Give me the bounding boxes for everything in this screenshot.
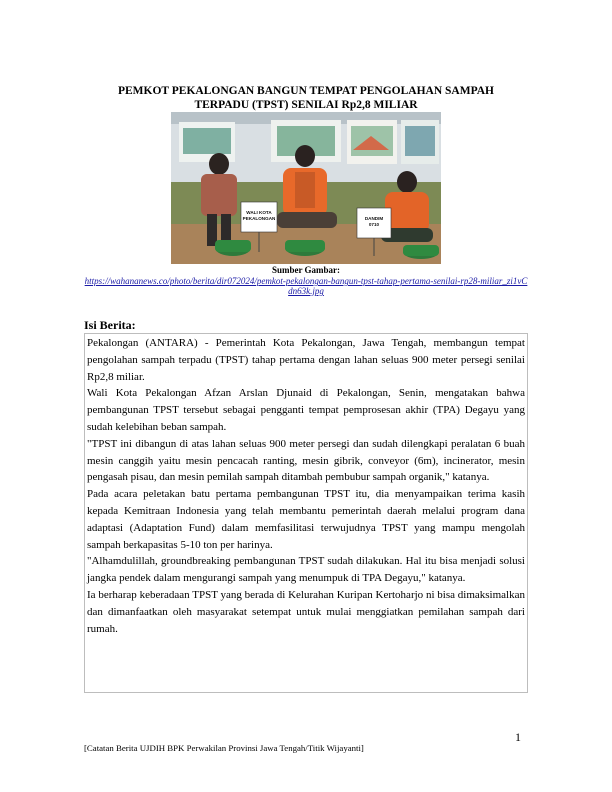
paragraph: Wali Kota Pekalongan Afzan Arslan Djunaid di Pekalongan, Senin, mengatakan bahwa pembangunan TPST tersebut sebagai pengganti tempat pemprosesan akhir (TPA) Degayu yang sudah kelebihan beban sampah.: [87, 387, 525, 433]
article-body: [84, 333, 528, 693]
paragraph: Pekalongan (ANTARA) - Pemerintah Kota Pekalongan, Jawa Tengah, membangun tempat pengolahan sampah terpadu (TPST) tahap pertama dengan lahan seluas 900 meter persegi senilai Rp2,8 miliar.: [87, 337, 525, 383]
page-number: 1: [515, 730, 521, 744]
sign-left-line1: WALI KOTA: [246, 210, 272, 215]
sign-left-line2: PEKALONGAN: [242, 216, 276, 221]
sign-right-line2: 0710: [368, 222, 380, 227]
paragraph: "Alhamdulillah, groundbreaking pembangunan TPST sudah dilakukan. Hal itu bisa menjadi solusi jangka pendek dalam mengurangi sampah yang menumpuk di TPA Degayu," katanya.: [87, 555, 525, 585]
title-line-2: TERPADU (TPST) SENILAI Rp2,8 MILIAR: [194, 99, 418, 111]
image-source-link[interactable]: https://wahananews.co/photo/berita/dir072024/pemkot-pekalongan-bangun-tpst-tahap-pertama-senilai-rp28-miliar_zi1vCdn63k.jpg: [84, 276, 528, 296]
article-title: [60, 84, 552, 112]
section-label: Isi Berita:: [84, 318, 136, 332]
image-source-label: Sumber Gambar:: [271, 265, 341, 275]
paragraph: Ia berharap keberadaan TPST yang berada di Kelurahan Kuripan Kertoharjo ni bisa dimaksimalkan dan dimanfaatkan oleh masyarakat setempat untuk mulai menggiatkan pemilahan sampah dari rumah.: [87, 588, 525, 635]
sign-right-line1: DANDIM: [364, 216, 384, 221]
title-line-1: PEMKOT PEKALONGAN BANGUN TEMPAT PENGOLAHAN SAMPAH: [117, 85, 494, 97]
paragraph: Pada acara peletakan batu pertama pembangunan TPST itu, dia menyampaikan terima kasih kepada Kemitraan Indonesia yang telah membantu pemerintah daerah melalui program dana adaptasi (Adaptation Fund) dalam memfasilitasi terwujudnya TPST yang mampu mengolah sampah berkapasitas 5-10 ton per harinya.: [87, 488, 525, 551]
paragraph: "TPST ini dibangun di atas lahan seluas 900 meter persegi dan sudah dilengkapi peralatan 6 buah mesin canggih yaitu mesin pencacah ranting, mesin gibrik, conveyor (6m), incinerator, mesin pengasah pisau, dan mesin pemilah sampah ditambah pembubur sampah organik," katanya.: [87, 437, 525, 484]
footer-note: [Catatan Berita UJDIH BPK Perwakilan Provinsi Jawa Tengah/Titik Wijayanti]: [84, 743, 364, 753]
news-photo: [171, 112, 441, 264]
